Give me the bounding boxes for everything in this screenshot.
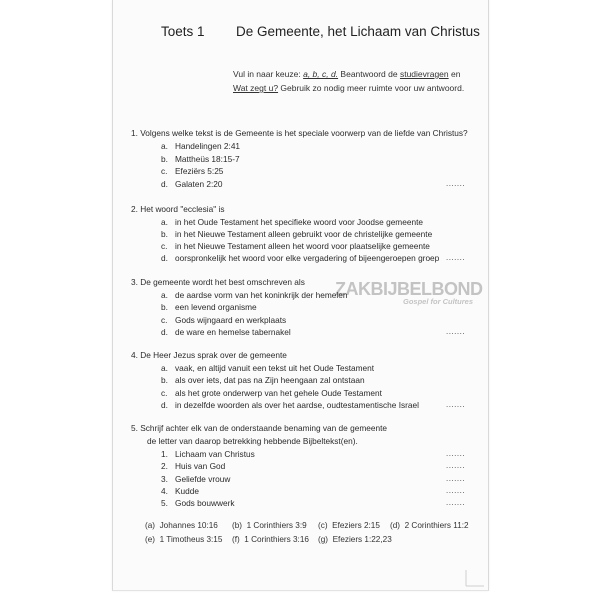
option-text: in dezelfde woorden als over het aardse, oudtestamentische Israel	[175, 400, 419, 410]
item-text: Lichaam van Christus	[175, 449, 255, 459]
question-1-text: 1. Volgens welke tekst is de Gemeente is het speciale voorwerp van de liefde van Christus?	[131, 128, 468, 138]
question-5-item-5-blank[interactable]: .......	[446, 498, 466, 507]
option-letter: a.	[161, 141, 168, 151]
option-letter: c.	[161, 388, 168, 398]
reference-letter: (d)	[390, 521, 401, 530]
option-text: de ware en hemelse tabernakel	[175, 327, 291, 337]
instructions-text: en	[448, 69, 461, 79]
reference-c	[318, 521, 380, 530]
question-5-item-3-blank[interactable]: .......	[446, 474, 466, 483]
option-letter: d.	[161, 327, 168, 337]
reference-letter: (a)	[145, 521, 156, 530]
item-number: 3.	[161, 474, 168, 484]
option-letter: c.	[161, 241, 168, 251]
option-letter: c.	[161, 166, 168, 176]
reference-text: Johannes 10:16	[159, 521, 218, 530]
question-2-answer-blank[interactable]: .......	[446, 253, 466, 262]
reference-letter: (c)	[318, 521, 328, 530]
instructions-text: Gebruik zo nodig meer ruimte voor uw antwoord.	[278, 83, 465, 93]
item-text: Gods bouwwerk	[175, 498, 235, 508]
reference-text: 1 Corinthiers 3:16	[244, 535, 309, 544]
question-2-text: 2. Het woord "ecclesia" is	[131, 204, 225, 214]
option-letter: a.	[161, 217, 168, 227]
question-3-option-b	[161, 302, 257, 312]
question-2-option-c	[161, 241, 430, 251]
question-4-option-c	[161, 388, 382, 398]
question-3-option-d	[161, 327, 291, 337]
instructions-choices: a, b, c, d.	[303, 69, 339, 79]
item-number: 5.	[161, 498, 168, 508]
instructions-text: Vul in naar keuze:	[233, 69, 304, 79]
item-number: 1.	[161, 449, 168, 459]
reference-text: Efeziers 1:22,23	[332, 535, 392, 544]
question-4-option-d	[161, 400, 419, 410]
option-letter: b.	[161, 302, 168, 312]
reference-b	[232, 521, 307, 530]
watermark-tagline: Gospel for Cultures	[403, 297, 474, 306]
reference-letter: (e)	[145, 535, 156, 544]
reference-f	[232, 535, 309, 544]
instructions-wat-zegt-u: Wat zegt u?	[233, 83, 279, 93]
question-4-option-b	[161, 375, 365, 385]
question-1-answer-blank[interactable]: .......	[446, 179, 466, 188]
question-2-option-d	[161, 253, 439, 263]
question-2-option-b	[161, 229, 432, 239]
reference-text: 1 Timotheus 3:15	[159, 535, 223, 544]
question-1-option-d	[161, 179, 223, 189]
test-label: Toets 1	[161, 24, 205, 39]
option-letter: c.	[161, 315, 168, 325]
option-text: Galaten 2:20	[175, 179, 223, 189]
item-number: 4.	[161, 486, 168, 496]
item-text: Geliefde vrouw	[175, 474, 231, 484]
option-text: Efeziërs 5:25	[175, 166, 224, 176]
question-5-item-5	[161, 498, 235, 508]
crop-mark	[465, 570, 485, 588]
reference-a	[145, 521, 218, 530]
question-5-item-3	[161, 474, 230, 484]
option-text: een levend organisme	[175, 302, 257, 312]
reference-d	[390, 521, 469, 530]
question-5-text-line-2: de letter van daarop betrekking hebbende Bijbeltekst(en).	[147, 436, 358, 446]
question-5-item-4-blank[interactable]: .......	[446, 486, 466, 495]
item-text: Kudde	[175, 486, 199, 496]
reference-letter: (g)	[318, 535, 329, 544]
question-4-option-a	[161, 363, 374, 373]
zakbijbelbond-watermark-logo: ZAKBIJBELBOND	[335, 279, 483, 299]
option-text: in het Nieuwe Testament alleen het woord voor plaatselijke gemeente	[175, 241, 430, 251]
option-text: Mattheüs 18:15-7	[175, 154, 240, 164]
instructions-text: Beantwoord de	[338, 69, 400, 79]
option-letter: b.	[161, 375, 168, 385]
reference-text: Efeziers 2:15	[332, 521, 380, 530]
option-text: in het Oude Testament het specifieke woord voor Joodse gemeente	[175, 217, 423, 227]
item-text: Huis van God	[175, 461, 226, 471]
question-3-answer-blank[interactable]: .......	[446, 327, 466, 336]
reference-g	[318, 535, 392, 544]
reference-e	[145, 535, 222, 544]
reference-text: 2 Corinthiers 11:2	[404, 521, 469, 530]
option-letter: b.	[161, 154, 168, 164]
question-4-answer-blank[interactable]: .......	[446, 400, 466, 409]
question-5-text-line-1: 5. Schrijf achter elk van de onderstaande benaming van de gemeente	[131, 423, 387, 433]
reference-letter: (f)	[232, 535, 240, 544]
question-5-item-2	[161, 461, 225, 471]
option-text: oorspronkelijk het woord voor elke vergadering of bijeengeroepen groep	[175, 253, 440, 263]
question-1-option-b	[161, 154, 240, 164]
option-letter: d.	[161, 179, 168, 189]
reference-text: 1 Corinthiers 3:9	[246, 521, 307, 530]
question-5-item-1-blank[interactable]: .......	[446, 449, 466, 458]
option-text: de aardse vorm van het koninkrijk der hemelen	[175, 290, 348, 300]
option-letter: d.	[161, 400, 168, 410]
option-letter: d.	[161, 253, 168, 263]
question-5-item-4	[161, 486, 199, 496]
item-number: 2.	[161, 461, 168, 471]
document-page	[112, 0, 489, 591]
option-letter: a.	[161, 290, 168, 300]
question-3-text: 3. De gemeente wordt het best omschreven als	[131, 277, 305, 287]
option-letter: a.	[161, 363, 168, 373]
question-1-option-c	[161, 166, 223, 176]
question-3-option-c	[161, 315, 286, 325]
option-text: als over iets, dat pas na Zijn heengaan zal ontstaan	[175, 375, 365, 385]
option-letter: b.	[161, 229, 168, 239]
question-3-option-a	[161, 290, 347, 300]
page-title: De Gemeente, het Lichaam van Christus	[236, 24, 480, 39]
option-text: als het grote onderwerp van het gehele Oude Testament	[175, 388, 382, 398]
question-2-option-a	[161, 217, 423, 227]
instructions-studievragen: studievragen	[399, 69, 449, 79]
option-text: in het Nieuwe Testament alleen gebruikt voor de christelijke gemeente	[175, 229, 433, 239]
option-text: Handelingen 2:41	[175, 141, 241, 151]
question-5-item-1	[161, 449, 255, 459]
question-5-item-2-blank[interactable]: .......	[446, 461, 466, 470]
option-text: Gods wijngaard en werkplaats	[175, 315, 287, 325]
instructions-line-2	[233, 80, 464, 96]
option-text: vaak, en altijd vanuit een tekst uit het Oude Testament	[175, 363, 375, 373]
question-4-text: 4. De Heer Jezus sprak over de gemeente	[131, 350, 287, 360]
question-1-option-a	[161, 141, 240, 151]
reference-letter: (b)	[232, 521, 243, 530]
